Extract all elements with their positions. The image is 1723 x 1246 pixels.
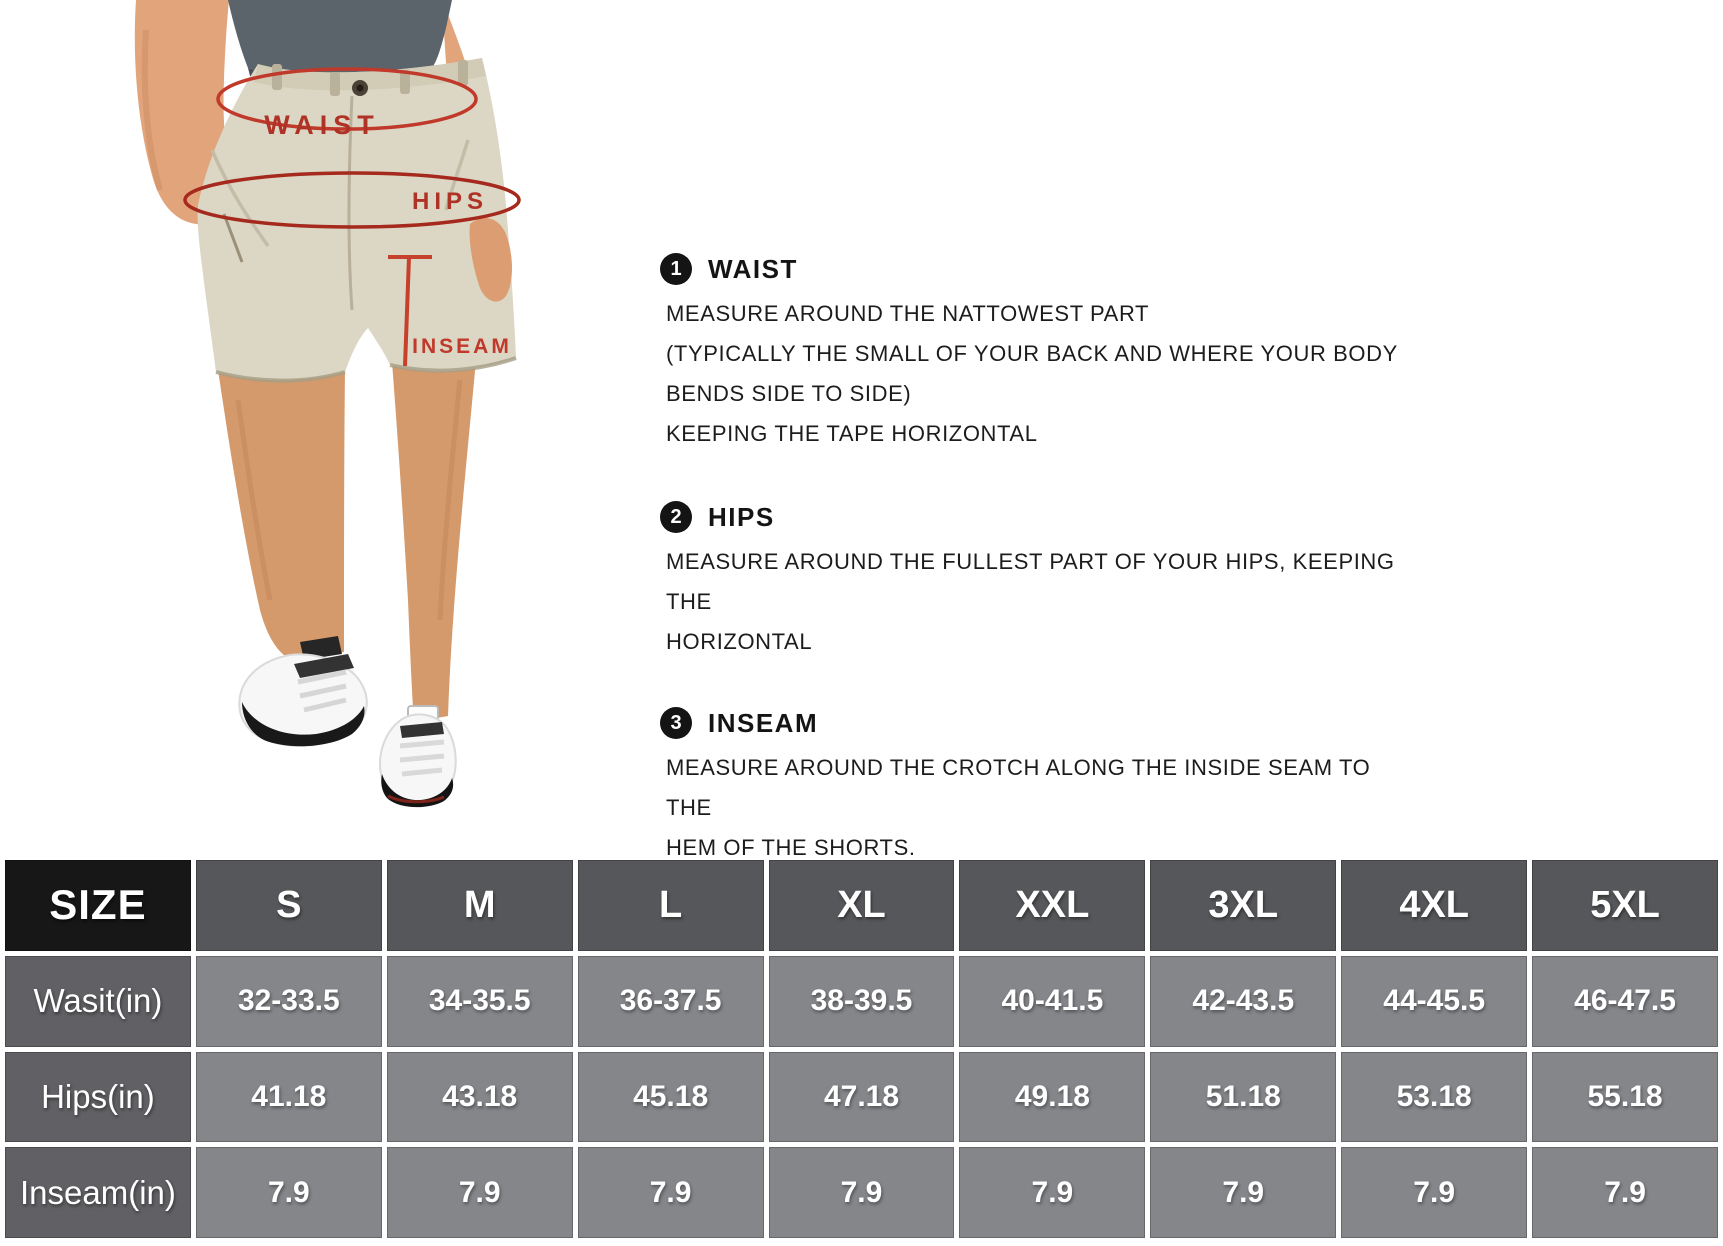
guide-text-line: HORIZONTAL — [666, 629, 813, 654]
inseam-value: 7.9 — [1532, 1147, 1718, 1238]
hips-value: 45.18 — [578, 1052, 764, 1143]
hips-value: 43.18 — [387, 1052, 573, 1143]
inseam-value: 7.9 — [1341, 1147, 1527, 1238]
size-col-header-xl: XL — [769, 860, 955, 951]
size-col-header-m: M — [387, 860, 573, 951]
guide-section-waist-title: WAIST — [708, 253, 798, 284]
row-label-waist: Wasit(in) — [5, 956, 191, 1047]
inseam-value: 7.9 — [196, 1147, 382, 1238]
step-3-badge: 3 — [660, 707, 692, 739]
size-col-header-l: L — [578, 860, 764, 951]
waist-value: 44-45.5 — [1341, 956, 1527, 1047]
row-label-inseam: Inseam(in) — [5, 1147, 191, 1238]
waist-value: 34-35.5 — [387, 956, 573, 1047]
right-leg — [392, 360, 476, 722]
waist-button-center — [357, 85, 364, 92]
inseam-annotation: INSEAM — [412, 335, 512, 358]
size-col-header-3xl: 3XL — [1150, 860, 1336, 951]
model-photo — [0, 0, 620, 810]
hips-annotation: HIPS — [411, 188, 489, 215]
waist-value: 36-37.5 — [578, 956, 764, 1047]
guide-section-inseam-header — [660, 706, 1400, 740]
inseam-value: 7.9 — [1150, 1147, 1336, 1238]
guide-text-line: MEASURE AROUND THE NATTOWEST PART — [666, 301, 1150, 326]
size-col-header-5xl: 5XL — [1532, 860, 1718, 951]
guide-section-inseam-title: INSEAM — [708, 707, 819, 738]
guide-section-inseam — [660, 706, 1400, 868]
guide-section-waist-header — [660, 252, 1400, 286]
waist-value: 46-47.5 — [1532, 956, 1718, 1047]
guide-section-hips-title: HIPS — [708, 501, 775, 532]
inseam-value: 7.9 — [959, 1147, 1145, 1238]
hips-value: 49.18 — [959, 1052, 1145, 1143]
guide-text-line: KEEPING THE TAPE HORIZONTAL — [666, 421, 1038, 446]
hips-value: 51.18 — [1150, 1052, 1336, 1143]
size-col-header-xxl: XXL — [959, 860, 1145, 951]
guide-section-hips-header — [660, 500, 1400, 534]
size-chart-corner: SIZE — [5, 860, 191, 951]
size-col-header-4xl: 4XL — [1341, 860, 1527, 951]
inseam-value: 7.9 — [578, 1147, 764, 1238]
measuring-guide — [660, 252, 1400, 868]
waist-value: 32-33.5 — [196, 956, 382, 1047]
hips-value: 53.18 — [1341, 1052, 1527, 1143]
guide-text-line: BENDS SIDE TO SIDE) — [666, 381, 912, 406]
inseam-value: 7.9 — [769, 1147, 955, 1238]
waist-value: 42-43.5 — [1150, 956, 1336, 1047]
step-1-badge: 1 — [660, 253, 692, 285]
right-shoe — [380, 706, 456, 807]
inseam-value: 7.9 — [387, 1147, 573, 1238]
size-chart-table — [5, 860, 1718, 1238]
hips-value: 47.18 — [769, 1052, 955, 1143]
guide-section-waist — [660, 252, 1400, 454]
hips-value: 41.18 — [196, 1052, 382, 1143]
left-leg — [218, 368, 345, 660]
waist-value: 38-39.5 — [769, 956, 955, 1047]
guide-text-line: (TYPICALLY THE SMALL OF YOUR BACK AND WHERE YOUR BODY — [666, 341, 1398, 366]
guide-text-line: MEASURE AROUND THE CROTCH ALONG THE INSIDE SEAM TO THE — [666, 755, 1371, 820]
step-2-badge: 2 — [660, 501, 692, 533]
guide-text-line: HEM OF THE SHORTS. — [666, 835, 916, 860]
waist-annotation: WAIST — [264, 110, 380, 140]
size-col-header-s: S — [196, 860, 382, 951]
row-label-hips: Hips(in) — [5, 1052, 191, 1143]
left-shoe — [239, 636, 366, 746]
guide-text-line: MEASURE AROUND THE FULLEST PART OF YOUR HIPS, KEEPING THE — [666, 549, 1395, 614]
guide-section-hips — [660, 500, 1400, 662]
waist-value: 40-41.5 — [959, 956, 1145, 1047]
hips-value: 55.18 — [1532, 1052, 1718, 1143]
